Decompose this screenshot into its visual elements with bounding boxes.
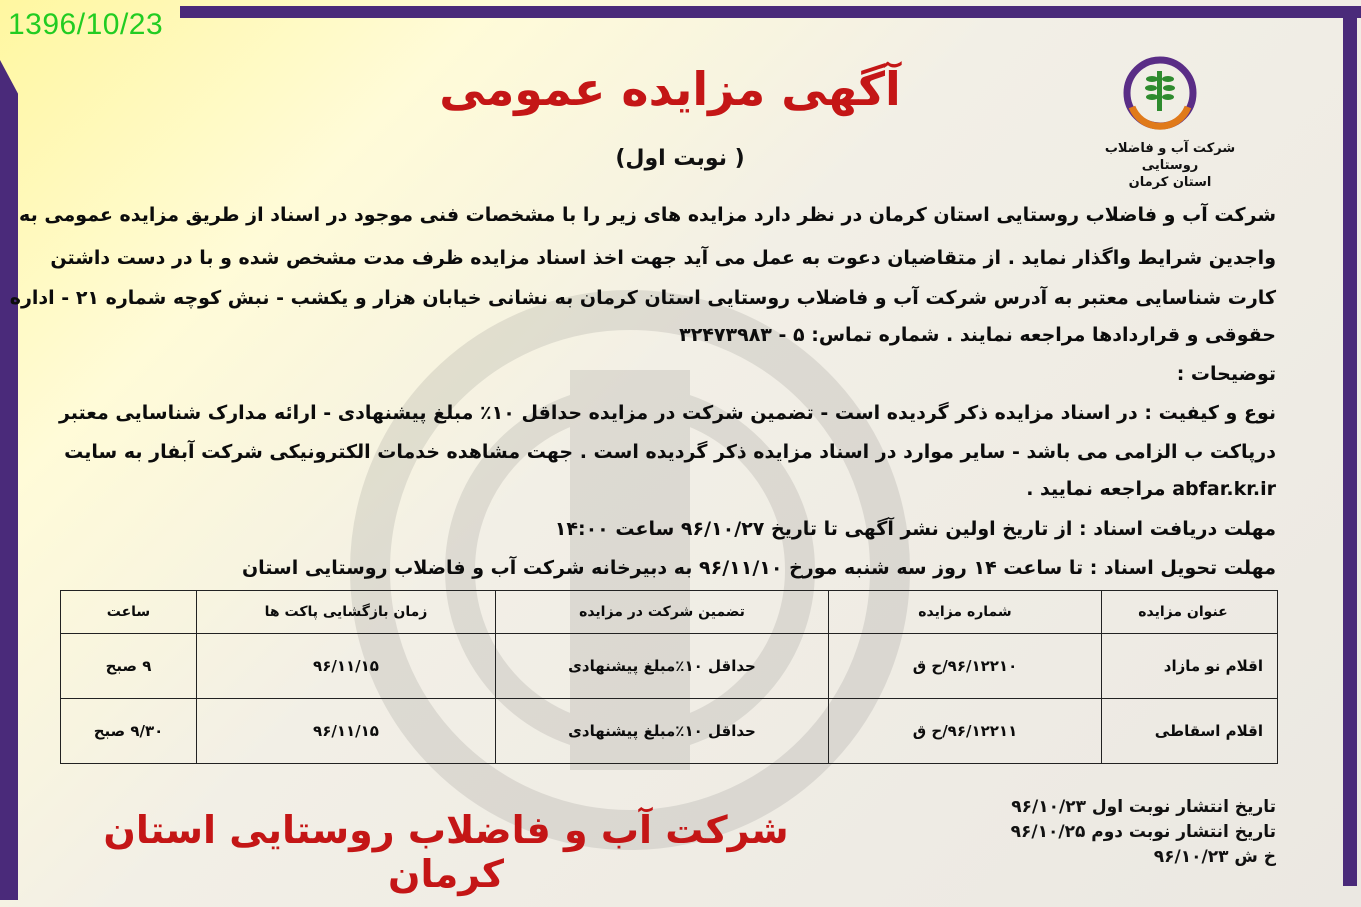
body-line-2: واجدین شرایط واگذار نماید . از متقاضیان دعوت به عمل می آید جهت اخذ اسناد مزایده ظرف مدت مشخص شده و با در دست داشتن: [50, 247, 1276, 269]
table-header-row: [61, 591, 1278, 634]
publish-date-second: تاریخ انتشار نوبت دوم ۹۶/۱۰/۲۵: [1010, 822, 1276, 842]
header-hour: ساعت: [61, 591, 197, 634]
frame-border-top: [180, 6, 1361, 18]
website-line: abfar.kr.ir مراجعه نمایید .: [1026, 478, 1276, 500]
cell-auction-number: ۹۶/۱۲۲۱۰/ح ق: [829, 634, 1102, 699]
company-name-line1: شرکت آب و فاضلاب روستایی: [1104, 141, 1236, 173]
header-guarantee: تضمین شرکت در مزایده: [496, 591, 829, 634]
page-title: آگهی مزایده عمومی: [439, 62, 901, 116]
body-line-5: نوع و کیفیت : در اسناد مزایده ذکر گردیده است - تضمین شرکت در مزایده حداقل ۱۰٪ مبلغ پیشنهادی - ارائه مدارک شناسایی معتبر: [58, 402, 1276, 424]
body-line-6: درپاکت ب الزامی می باشد - سایر موارد در اسناد مزایده ذکر گردیده است . جهت مشاهده خدمات الکترونیکی شرکت آبفار به سایت: [64, 441, 1276, 463]
frame-border-right: [1343, 6, 1357, 886]
body-line-1: شرکت آب و فاضلاب روستایی استان کرمان در نظر دارد مزایده های زیر را با مشخصات فنی موجود در اسناد از طریق مزایده عمومی به: [19, 204, 1276, 226]
cell-auction-title: اقلام اسقاطی: [1102, 699, 1278, 764]
cell-auction-number: ۹۶/۱۲۲۱۱/ح ق: [829, 699, 1102, 764]
body-line-4: حقوقی و قراردادها مراجعه نمایند . شماره تماس: ۵ - ۳۲۴۷۳۹۸۳: [679, 324, 1276, 346]
cell-hour: ۹ صبح: [61, 634, 197, 699]
company-name-line2: استان کرمان: [1128, 175, 1212, 190]
cell-guarantee: حداقل ۱۰٪مبلغ پیشنهادی: [496, 634, 829, 699]
date-stamp: 1396/10/23: [8, 8, 164, 41]
header-opening-date: زمان بازگشایی پاکت ها: [197, 591, 496, 634]
cell-opening-date: ۹۶/۱۱/۱۵: [197, 699, 496, 764]
publish-date-first: تاریخ انتشار نوبت اول ۹۶/۱۰/۲۳: [1011, 797, 1276, 817]
table-row: [61, 699, 1278, 764]
notes-label: توضیحات :: [1176, 363, 1276, 385]
footer-company-name: شرکت آب و فاضلاب روستایی استان کرمان: [103, 808, 789, 896]
cell-hour: ۹/۳۰ صبح: [61, 699, 197, 764]
company-logo-icon: [1122, 55, 1198, 131]
frame-border-left: [0, 60, 18, 900]
header-auction-title: عنوان مزایده: [1102, 591, 1278, 634]
cell-auction-title: اقلام نو مازاد: [1102, 634, 1278, 699]
deadline-receive: مهلت دریافت اسناد : از تاریخ اولین نشر آگهی تا تاریخ ۹۶/۱۰/۲۷ ساعت ۱۴:۰۰: [554, 518, 1276, 540]
cell-guarantee: حداقل ۱۰٪مبلغ پیشنهادی: [496, 699, 829, 764]
page-subtitle: ( نوبت اول): [615, 146, 745, 171]
publish-code: خ ش ۹۶/۱۰/۲۳: [1153, 847, 1276, 867]
deadline-submit: مهلت تحویل اسناد : تا ساعت ۱۴ روز سه شنبه مورخ ۹۶/۱۱/۱۰ به دبیرخانه شرکت آب و فاضلاب روستایی استان: [241, 557, 1276, 579]
body-line-3: کارت شناسایی معتبر به آدرس شرکت آب و فاضلاب روستایی استان کرمان به نشانی خیابان هزار و یکشب - نبش کوچه شماره ۲۱ - اداره: [9, 287, 1276, 309]
header-auction-number: شماره مزایده: [829, 591, 1102, 634]
cell-opening-date: ۹۶/۱۱/۱۵: [197, 634, 496, 699]
auction-table: [60, 590, 1278, 764]
table-row: [61, 634, 1278, 699]
company-name-header: [1080, 140, 1260, 191]
